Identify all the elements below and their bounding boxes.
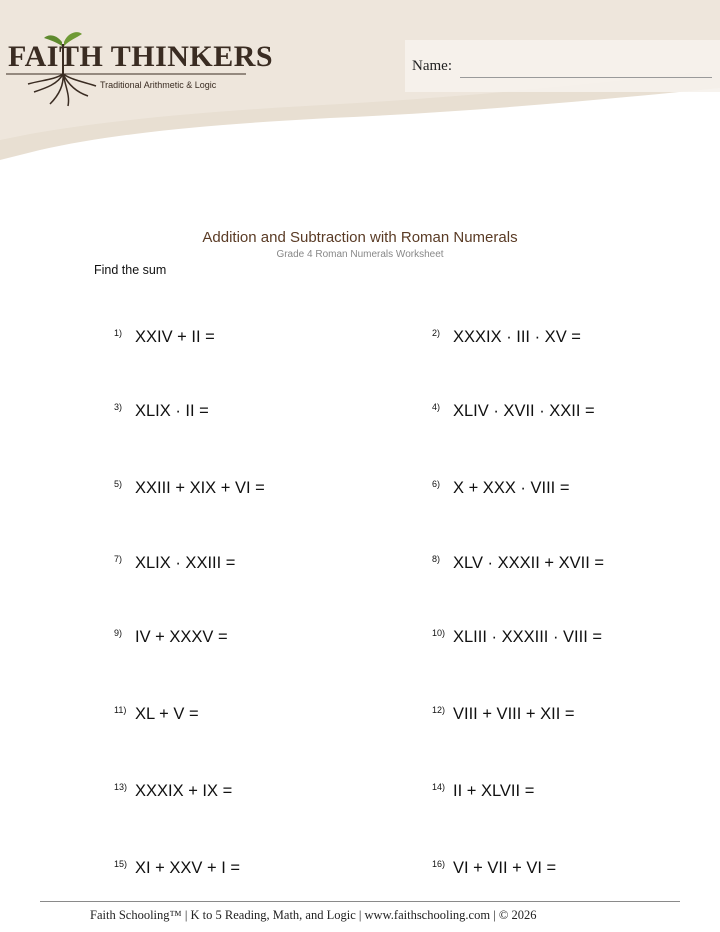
problem-expression: X + XXX · VIII =	[453, 479, 570, 497]
problem-number: 2)	[432, 328, 441, 338]
name-field[interactable]	[460, 77, 712, 78]
instructions: Find the sum	[94, 263, 167, 277]
name-label: Name:	[412, 58, 452, 74]
problem-expression: XLIII · XXXIII · VIII =	[453, 628, 603, 646]
worksheet-subtitle: Grade 4 Roman Numerals Worksheet	[276, 249, 444, 260]
footer-text: Faith Schooling™ | K to 5 Reading, Math, and Logic | www.faithschooling.com | © 2026	[90, 908, 537, 922]
problem-expression: XL + V =	[135, 705, 199, 723]
footer-divider	[40, 901, 680, 902]
problem-number: 5)	[114, 479, 123, 489]
problem-expression: XXIII + XIX + VI =	[135, 479, 265, 497]
problem-number: 10)	[432, 628, 446, 638]
problem-number: 7)	[114, 554, 123, 564]
problem-expression: IV + XXXV =	[135, 628, 228, 646]
problem-expression: II + XLVII =	[453, 782, 535, 800]
problem-expression: XI + XXV + I =	[135, 859, 241, 877]
problem-number: 1)	[114, 328, 123, 338]
problem-expression: XLIX · XXIII =	[135, 554, 236, 572]
problem-number: 15)	[114, 859, 128, 869]
problem-number: 16)	[432, 859, 446, 869]
problem-expression: XLIX · II =	[135, 402, 209, 420]
problem-expression: XLV · XXXII + XVII =	[453, 554, 605, 572]
problem-number: 6)	[432, 479, 441, 489]
problem-expression: VIII + VIII + XII =	[453, 705, 575, 723]
problem-expression: XXXIX + IX =	[135, 782, 233, 800]
problem-expression: VI + VII + VI =	[453, 859, 557, 877]
problem-number: 13)	[114, 782, 128, 792]
logo-tagline: Traditional Arithmetic & Logic	[100, 80, 217, 90]
worksheet-title: Addition and Subtraction with Roman Numerals	[202, 229, 518, 246]
problem-number: 4)	[432, 402, 441, 412]
problem-number: 3)	[114, 402, 123, 412]
problem-number: 14)	[432, 782, 446, 792]
problem-expression: XXXIX · III · XV =	[453, 328, 581, 346]
problem-number: 9)	[114, 628, 123, 638]
problem-number: 12)	[432, 705, 446, 715]
problem-expression: XXIV + II =	[135, 328, 215, 346]
problem-expression: XLIV · XVII · XXII =	[453, 402, 595, 420]
problem-number: 11)	[114, 705, 127, 715]
problem-number: 8)	[432, 554, 441, 564]
logo-title: FAITH THINKERS	[8, 40, 274, 73]
